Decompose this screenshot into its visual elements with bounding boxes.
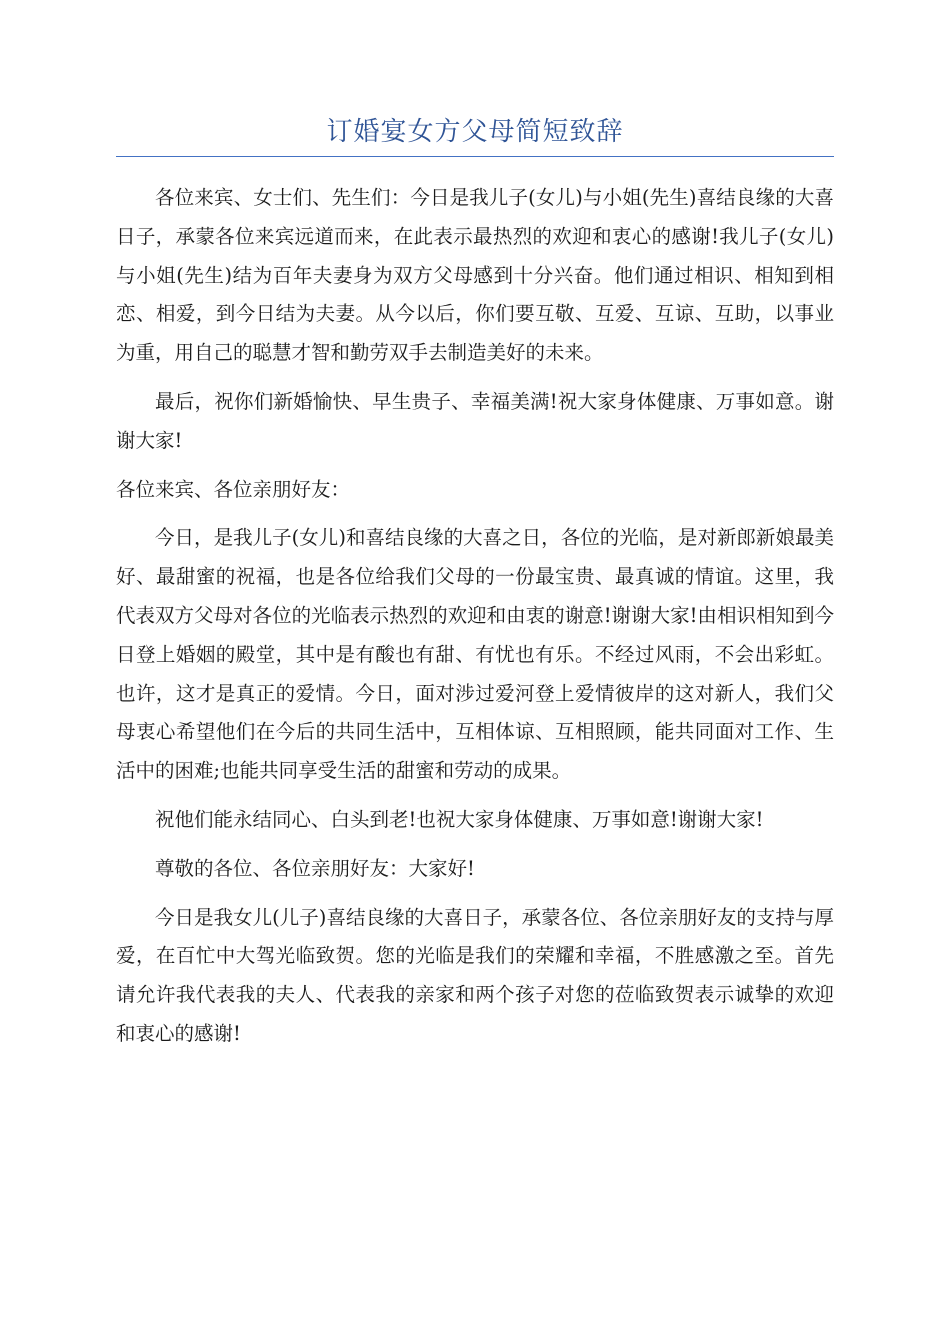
document-page xyxy=(116,112,834,1064)
paragraph-7: 今日是我女儿(儿子)喜结良缘的大喜日子，承蒙各位、各位亲朋好友的支持与厚爱，在百忙中大驾光临致贺。您的光临是我们的荣耀和幸福，不胜感激之至。首先请允许我代表我的夫人、代表我的亲家和两个孩子对您的莅临致贺表示诚挚的欢迎和衷心的感谢! xyxy=(116,905,834,1045)
document-title: 订婚宴女方父母简短致辞 xyxy=(326,117,624,147)
paragraph-2: 最后，祝你们新婚愉快、早生贵子、幸福美满!祝大家身体健康、万事如意。谢谢大家! xyxy=(116,389,834,452)
paragraph-5: 祝他们能永结同心、白头到老!也祝大家身体健康、万事如意!谢谢大家! xyxy=(155,807,764,831)
paragraph-4: 今日，是我儿子(女儿)和喜结良缘的大喜之日，各位的光临，是对新郎新娘最美好、最甜蜜的祝福，也是各位给我们父母的一份最宝贵、最真诚的情谊。这里，我代表双方父母对各位的光临表示热烈的欢迎和由衷的谢意!谢谢大家!由相识相知到今日登上婚姻的殿堂，其中是有酸也有甜、有忧也有乐。不经过风雨，不会出彩虹。也许，这才是真正的爱情。今日，面对涉过爱河登上爱情彼岸的这对新人，我们父母衷心希望他们在今后的共同生活中，互相体谅、互相照顾，能共同面对工作、生活中的困难;也能共同享受生活的甜蜜和劳动的成果。 xyxy=(116,526,834,783)
title-underline xyxy=(116,156,834,157)
paragraph-6-salutation: 尊敬的各位、各位亲朋好友：大家好! xyxy=(155,856,475,880)
paragraph-3-salutation: 各位来宾、各位亲朋好友： xyxy=(116,477,351,501)
paragraph-1: 各位来宾、女士们、先生们：今日是我儿子(女儿)与小姐(先生)喜结良缘的大喜日子，承蒙各位来宾远道而来，在此表示最热烈的欢迎和衷心的感谢!我儿子(女儿)与小姐(先生)结为百年夫妻身为双方父母感到十分兴奋。他们通过相识、相知到相恋、相爱，到今日结为夫妻。从今以后，你们要互敬、互爱、互谅、互助，以事业为重，用自己的聪慧才智和勤劳双手去制造美好的未来。 xyxy=(116,186,834,365)
